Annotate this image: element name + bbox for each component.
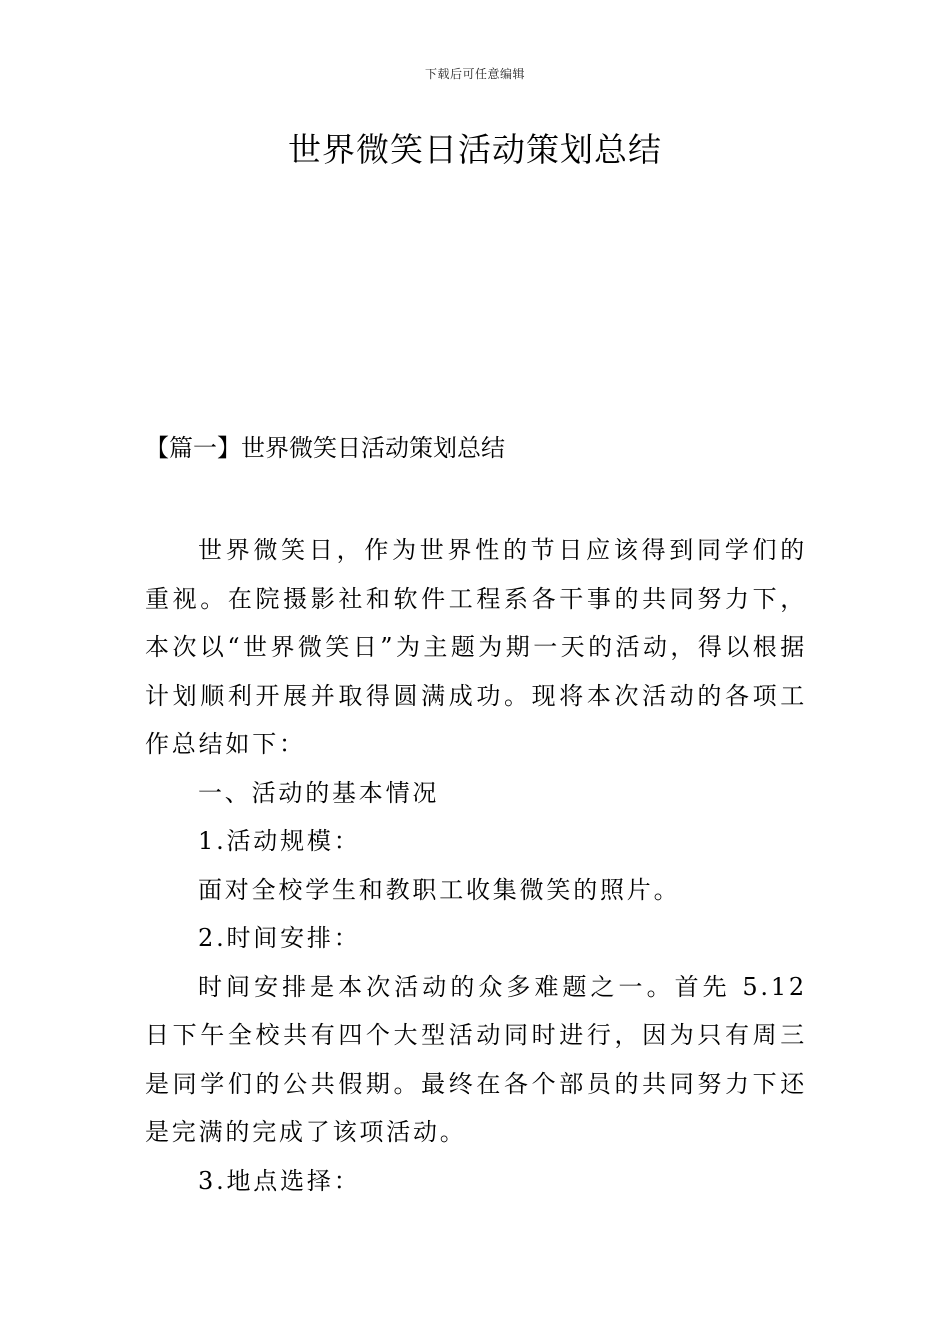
time-arrangement-paragraph: 时间安排是本次活动的众多难题之一。首先 5.12 日下午全校共有四个大型活动同时进行，因为只有周三是同学们的公共假期。最终在各个部员的共同努力下还是完满的完成了该项活动。 — [145, 972, 807, 1146]
document-title: 世界微笑日活动策划总结 — [288, 130, 662, 169]
item-activity-scale: 1.活动规模： — [198, 827, 361, 855]
activity-scale-paragraph: 面对全校学生和教职工收集微笑的照片。 — [198, 875, 681, 904]
document-body — [145, 526, 807, 1205]
item-location-selection: 3.地点选择： — [198, 1166, 361, 1195]
section-heading: 【篇一】世界微笑日活动策划总结 — [145, 434, 505, 462]
subheading-basic-situation: 一、活动的基本情况 — [198, 778, 440, 807]
intro-paragraph: 世界微笑日，作为世界性的节日应该得到同学们的重视。在院摄影社和软件工程系各干事的共同努力下，本次以“世界微笑日”为主题为期一天的活动，得以根据计划顺利开展并取得圆满成功。现将本次活动的各项工作总结如下： — [145, 536, 807, 758]
item-time-arrangement: 2.时间安排： — [198, 924, 361, 952]
header-note: 下载后可任意编辑 — [424, 67, 525, 81]
